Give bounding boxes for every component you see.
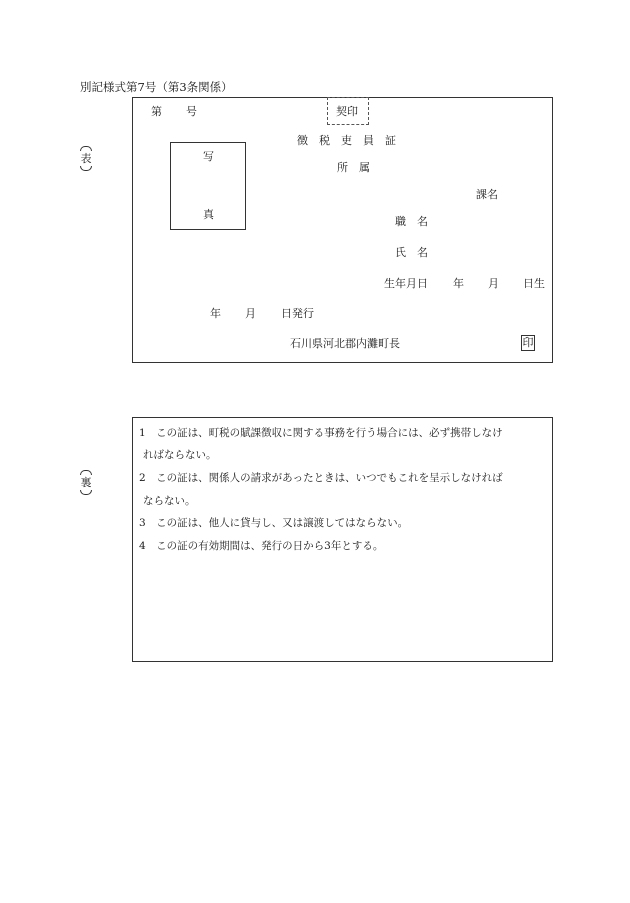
card-title: 徴 税 吏 員 証 [297,134,396,147]
dob-year: 年 [453,277,464,290]
dob-day: 日生 [523,277,545,290]
number-label: 第 [151,105,162,118]
front-side-text: 表 [80,152,92,165]
section-label: 課名 [476,188,498,201]
paren-bottom-icon [80,490,92,495]
back-side-label [79,470,93,495]
photo-label-top: 写 [203,150,214,163]
note-1-line-1: 1 この証は、町税の賦課徴収に関する事務を行う場合には、必ず携帯しなけ [139,427,503,439]
back-side-text: 裏 [80,476,92,489]
note-2-line-1: 2 この証は、関係人の請求があったときは、いつでもこれを呈示しなければ [139,472,503,484]
note-3: 3 この証は、他人に貸与し、又は譲渡してはならない。 [139,517,409,529]
issue-year: 年 [210,307,221,320]
issuer-seal: 印 [522,336,534,349]
seal-label: 契印 [336,105,358,118]
dob-month: 月 [488,277,499,290]
number-suffix: 号 [186,105,197,118]
issue-month: 月 [245,307,256,320]
issue-day: 日発行 [281,307,314,320]
paren-top-icon [80,470,92,475]
paren-top-icon [80,146,92,151]
form-title: 別記様式第7号（第3条関係） [80,80,233,94]
note-1-line-2: ればならない。 [143,449,217,461]
photo-label-bottom: 真 [203,208,214,221]
note-4: 4 この証の有効期間は、発行の日から3年とする。 [139,540,384,552]
name-label: 氏 名 [395,246,428,259]
note-2-line-2: ならない。 [143,495,196,507]
front-side-label [79,146,93,171]
affiliation-label: 所 属 [337,161,370,174]
paren-bottom-icon [80,166,92,171]
position-label: 職 名 [395,215,428,228]
issuer-name: 石川県河北郡内灘町長 [290,337,400,350]
dob-label: 生年月日 [384,277,428,290]
